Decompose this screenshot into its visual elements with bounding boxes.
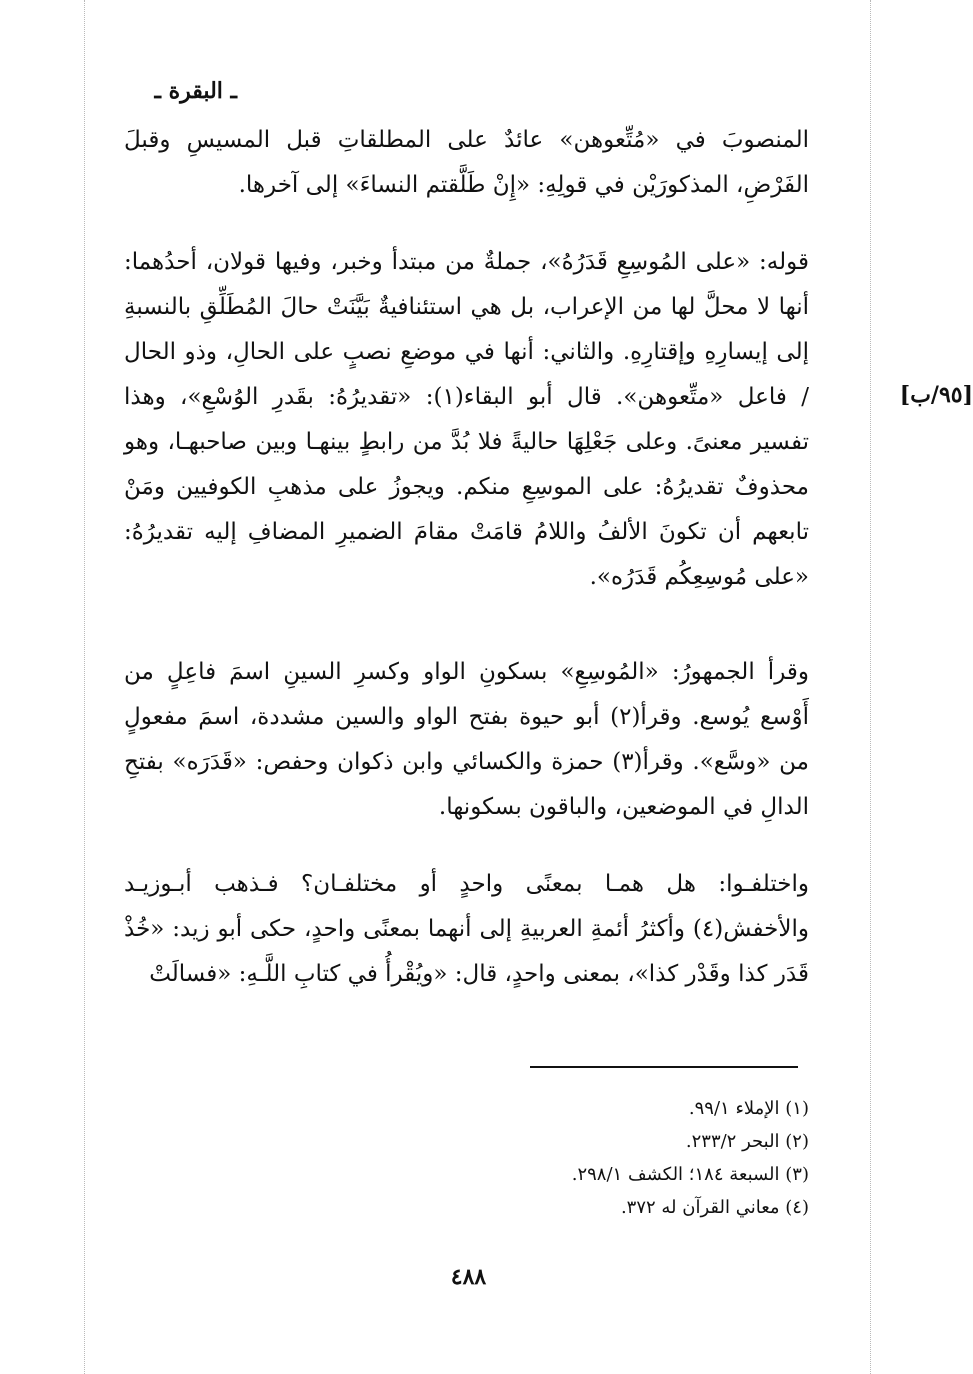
- paragraph-1: المنصوبَ في «مُتِّعوهن» عائدٌ على المطلقاتِ قبل المسيسِ وقبلَ الفَرْضِ، المذكورَيْن في قولِهِ: «إِنْ طَلَّقتم النساءَ» إلى آخرها.: [124, 127, 809, 198]
- paragraph-3: وقرأ الجمهورُ: «المُوسِعِ» بسكونِ الواو وكسرِ السينِ اسمَ فاعِلٍ من أَوْسع يُوسع. وقرأ(٢) أبو حيوة بفتح الواو والسين مشددة، اسمَ مفعولٍ من «وسَّع». وقرأ(٣) حمزة والكسائي وابن ذكوان وحفص: «قَدَرَه» بفتحِ الدالِ في الموضعين، والباقون بسكونها.: [124, 659, 809, 820]
- paragraph-2: قوله: «على المُوسِعِ قَدَرُهُ»، جملةٌ من مبتدأ وخبر، وفيها قولان، أحدُهما: أنها لا محلَّ لها من الإعراب، بل هي استئنافيةٌ بَيَّنَتْ حالَ المُطَلِّقِ بالنسبةِ إلى إيسارِهِ وإقتارِهِ. والثاني: أنها في موضعِ نصبٍ على الحالِ، وذو الحال / فاعل «متِّعوهن». قال أبو البقاء(١): «تقديرُهُ: بقَدرِ الوُسْعِ»، وهذا تفسير معنىً. وعلى جَعْلِهَا حاليةً فلا بُدَّ من رابطٍ بينهـا وبين صاحبهـا، وهو محذوفٌ تقديرُهُ: على الموسِعِ منكم. ويجوزُ على مذهبِ الكوفيين ومَنْ تابعهم أن تكونَ الألفُ واللامُ قامَتْ مقامَ الضميرِ المضافِ إليه تقديرُهُ: «على مُوسِعِكُم قَدَرُه».: [124, 249, 809, 590]
- margin-reference: [٩٥/ب]: [899, 382, 973, 408]
- running-header: ـ البقرة ـ: [154, 78, 237, 104]
- paragraph-4: واختلفـوا: هل همـا بمعنًى واحدٍ أو مختلفـان؟ فـذهب أبـوزيـد والأخفش(٤) وأكثرُ أئمةِ العربيةِ إلى أنهما بمعنًى واحدٍ، حكى أبو زيد: «خُذْ قَدَر كذا وقَدْر كذا»، بمعنى واحدٍ، قال: «ويُقْرأُ في كتابِ اللَّـهِ: «فسالَتْ: [124, 871, 809, 987]
- footnote-1: (١) الإملاء ٩٩/١.: [688, 1098, 809, 1119]
- footnote-4: (٤) معاني القرآن له ٣٧٢.: [620, 1197, 809, 1218]
- footnote-3: (٣) السبعة ١٨٤؛ الكشف ٢٩٨/١.: [571, 1164, 809, 1185]
- footnotes: [389, 1092, 809, 1224]
- footnote-separator: [530, 1066, 798, 1068]
- page-number: ٤٨٨: [450, 1264, 487, 1290]
- footnote-2: (٢) البحر ٢٣٣/٢.: [685, 1131, 809, 1152]
